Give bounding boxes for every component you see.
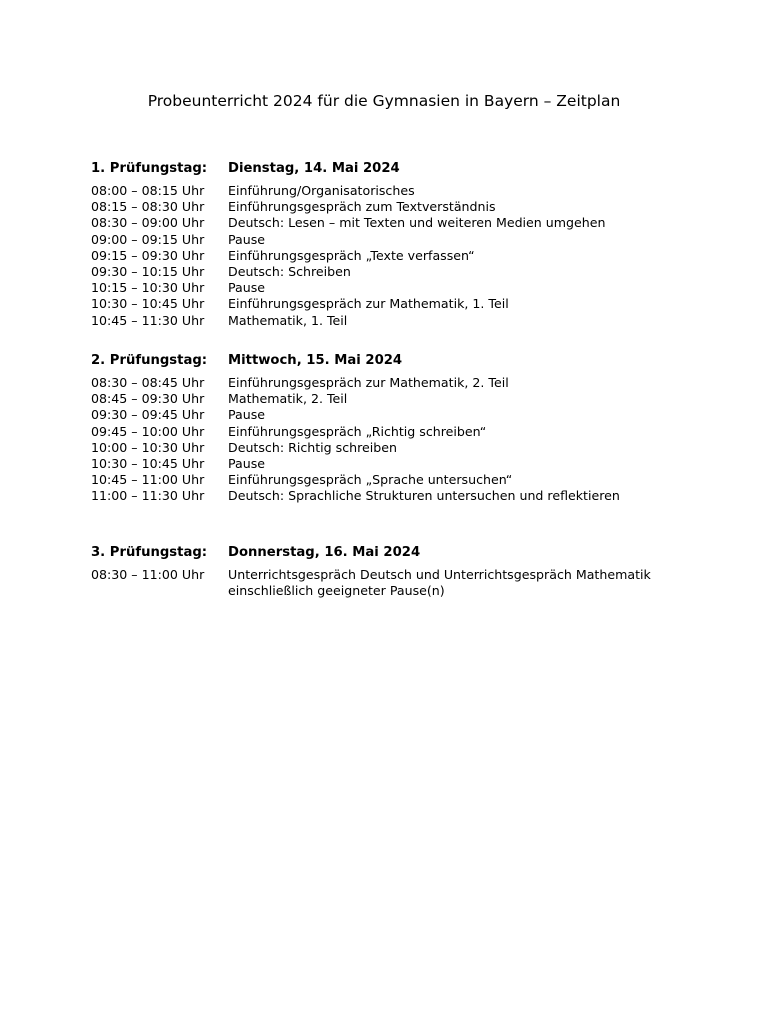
activity: Deutsch: Lesen – mit Texten und weiteren Medien umgehen [228, 215, 606, 231]
day-label: 1. Prüfungstag: [91, 161, 208, 176]
time-slot: 08:00 – 08:15 Uhr [91, 183, 205, 198]
schedule-row [91, 215, 711, 231]
day-label: 2. Prüfungstag: [91, 353, 208, 368]
activity [228, 567, 711, 599]
time-slot: 10:45 – 11:00 Uhr [91, 472, 205, 488]
day-date: Dienstag, 14. Mai 2024 [228, 161, 400, 176]
time-slot: 09:00 – 09:15 Uhr [91, 231, 205, 247]
schedule-row [91, 488, 711, 504]
schedule-row [91, 199, 711, 215]
schedule-row [91, 183, 711, 199]
schedule-row [91, 472, 711, 488]
schedule-row [91, 296, 711, 312]
activity: Deutsch: Sprachliche Strukturen untersuchen und reflektieren [228, 488, 620, 504]
activity: Einführungsgespräch „Richtig schreiben“ [228, 423, 487, 439]
time-slot: 10:45 – 11:30 Uhr [91, 312, 205, 328]
day-date: Mittwoch, 15. Mai 2024 [228, 353, 403, 368]
day-label: 3. Prüfungstag: [91, 545, 208, 560]
schedule-row [91, 391, 711, 407]
activity: Mathematik, 1. Teil [228, 312, 348, 328]
schedule-row [91, 375, 711, 391]
day-header [91, 160, 711, 177]
time-slot: 10:30 – 10:45 Uhr [91, 296, 205, 312]
exam-day-3 [91, 544, 711, 599]
time-slot: 08:45 – 09:30 Uhr [91, 391, 205, 407]
activity: Einführungsgespräch „Texte verfassen“ [228, 247, 475, 263]
time-slot: 08:30 – 11:00 Uhr [91, 567, 205, 582]
schedule-row [91, 456, 711, 472]
schedule-row [91, 424, 711, 440]
schedule-row [91, 232, 711, 248]
schedule-row [91, 440, 711, 456]
time-slot: 09:45 – 10:00 Uhr [91, 423, 205, 439]
schedule-row [91, 264, 711, 280]
time-slot: 08:15 – 08:30 Uhr [91, 199, 205, 215]
time-slot: 10:00 – 10:30 Uhr [91, 439, 205, 455]
time-slot: 08:30 – 09:00 Uhr [91, 215, 205, 231]
day-header [91, 544, 711, 561]
exam-day-2 [91, 352, 711, 505]
activity: Einführungsgespräch „Sprache untersuchen“ [228, 472, 513, 488]
time-slot: 09:15 – 09:30 Uhr [91, 247, 205, 263]
schedule-row [91, 248, 711, 264]
time-slot: 09:30 – 10:15 Uhr [91, 264, 205, 280]
activity: Mathematik, 2. Teil [228, 391, 348, 407]
time-slot: 08:30 – 08:45 Uhr [91, 375, 205, 390]
schedule-row [91, 567, 711, 599]
day-date: Donnerstag, 16. Mai 2024 [228, 545, 421, 560]
activity: Pause [228, 231, 266, 247]
activity: Pause [228, 407, 266, 423]
activity: Pause [228, 456, 266, 472]
page-title: Probeunterricht 2024 für die Gymnasien in Bayern – Zeitplan [147, 92, 621, 110]
activity: Einführungsgespräch zum Textverständnis [228, 199, 496, 215]
activity: Deutsch: Schreiben [228, 264, 351, 280]
activity-line: Unterrichtsgespräch Deutsch und Unterrichtsgespräch Mathematik [228, 567, 651, 582]
activity-line: einschließlich geeigneter Pause(n) [228, 583, 445, 599]
time-slot: 10:30 – 10:45 Uhr [91, 456, 205, 472]
time-slot: 09:30 – 09:45 Uhr [91, 407, 205, 423]
schedule-row [91, 407, 711, 423]
activity: Pause [228, 280, 266, 296]
activity: Einführungsgespräch zur Mathematik, 1. Teil [228, 296, 509, 312]
exam-day-1 [91, 160, 711, 329]
activity: Deutsch: Richtig schreiben [228, 439, 398, 455]
time-slot: 10:15 – 10:30 Uhr [91, 280, 205, 296]
schedule-row [91, 313, 711, 329]
activity: Einführung/Organisatorisches [228, 183, 415, 198]
day-header [91, 352, 711, 369]
activity: Einführungsgespräch zur Mathematik, 2. Teil [228, 375, 509, 390]
schedule-row [91, 280, 711, 296]
time-slot: 11:00 – 11:30 Uhr [91, 488, 205, 504]
